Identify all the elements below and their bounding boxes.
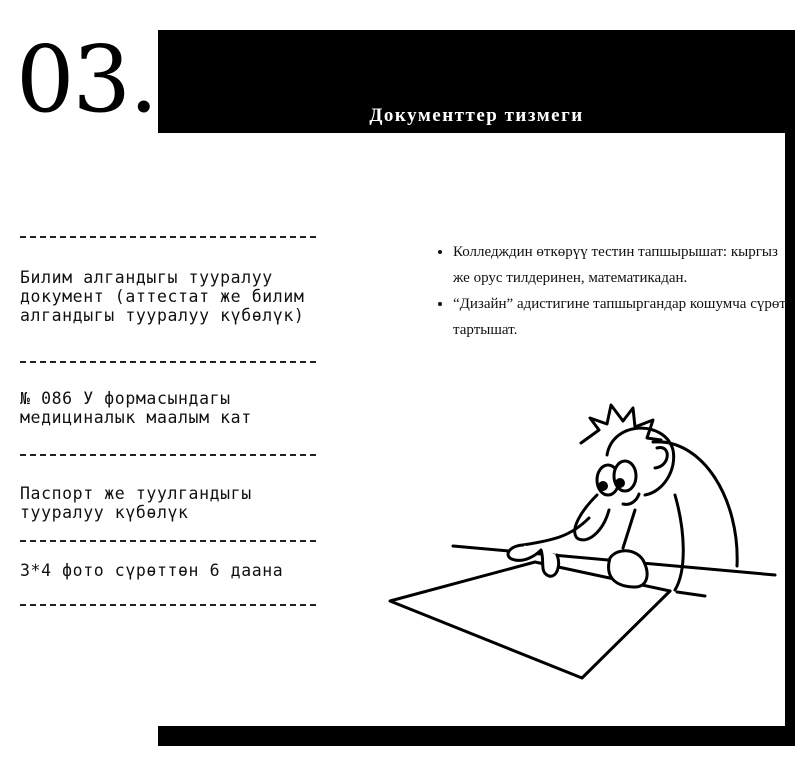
document-item-certificate: Билим алгандыгы тууралуу документ (аттестат же билим алгандыгы тууралуу күбөлүк) [20,268,305,325]
divider [20,454,316,456]
requirements-list [430,239,795,343]
student-pupil [600,483,607,490]
student-mouth [623,494,639,504]
divider [20,604,316,606]
page-title: Документтер тизмеги [369,105,584,126]
student-nose [575,495,609,540]
document-item-photos: 3*4 фото сүрөттөн 6 даана [20,561,284,580]
document-item-medical: № 086 У формасындагы медициналык маалым кат [20,389,252,427]
list-item: • Колледждин өткөрүү тестин тапшырышат: кыргыз же орус тилдеринен, математикадан. [453,239,795,291]
section-number: 03. [16,26,157,133]
student-pupil [617,480,624,487]
header-bar [158,30,795,133]
frame-bottom-bar [158,726,795,746]
student-right-hand [609,551,648,587]
frame-right-bar [785,30,795,746]
pencil [623,510,635,548]
divider [20,236,316,238]
student-ear [655,448,667,468]
document-item-passport: Паспорт же туулгандыгы тууралуу күбөлүк [20,484,252,522]
divider [20,361,316,363]
list-item: • “Дизайн” адистигине тапшыргандар кошумча сүрөт тартышат. [453,291,795,343]
student-drawing-icon [385,400,780,682]
student-side [675,495,683,590]
student-hair [581,405,661,443]
divider [20,540,316,542]
